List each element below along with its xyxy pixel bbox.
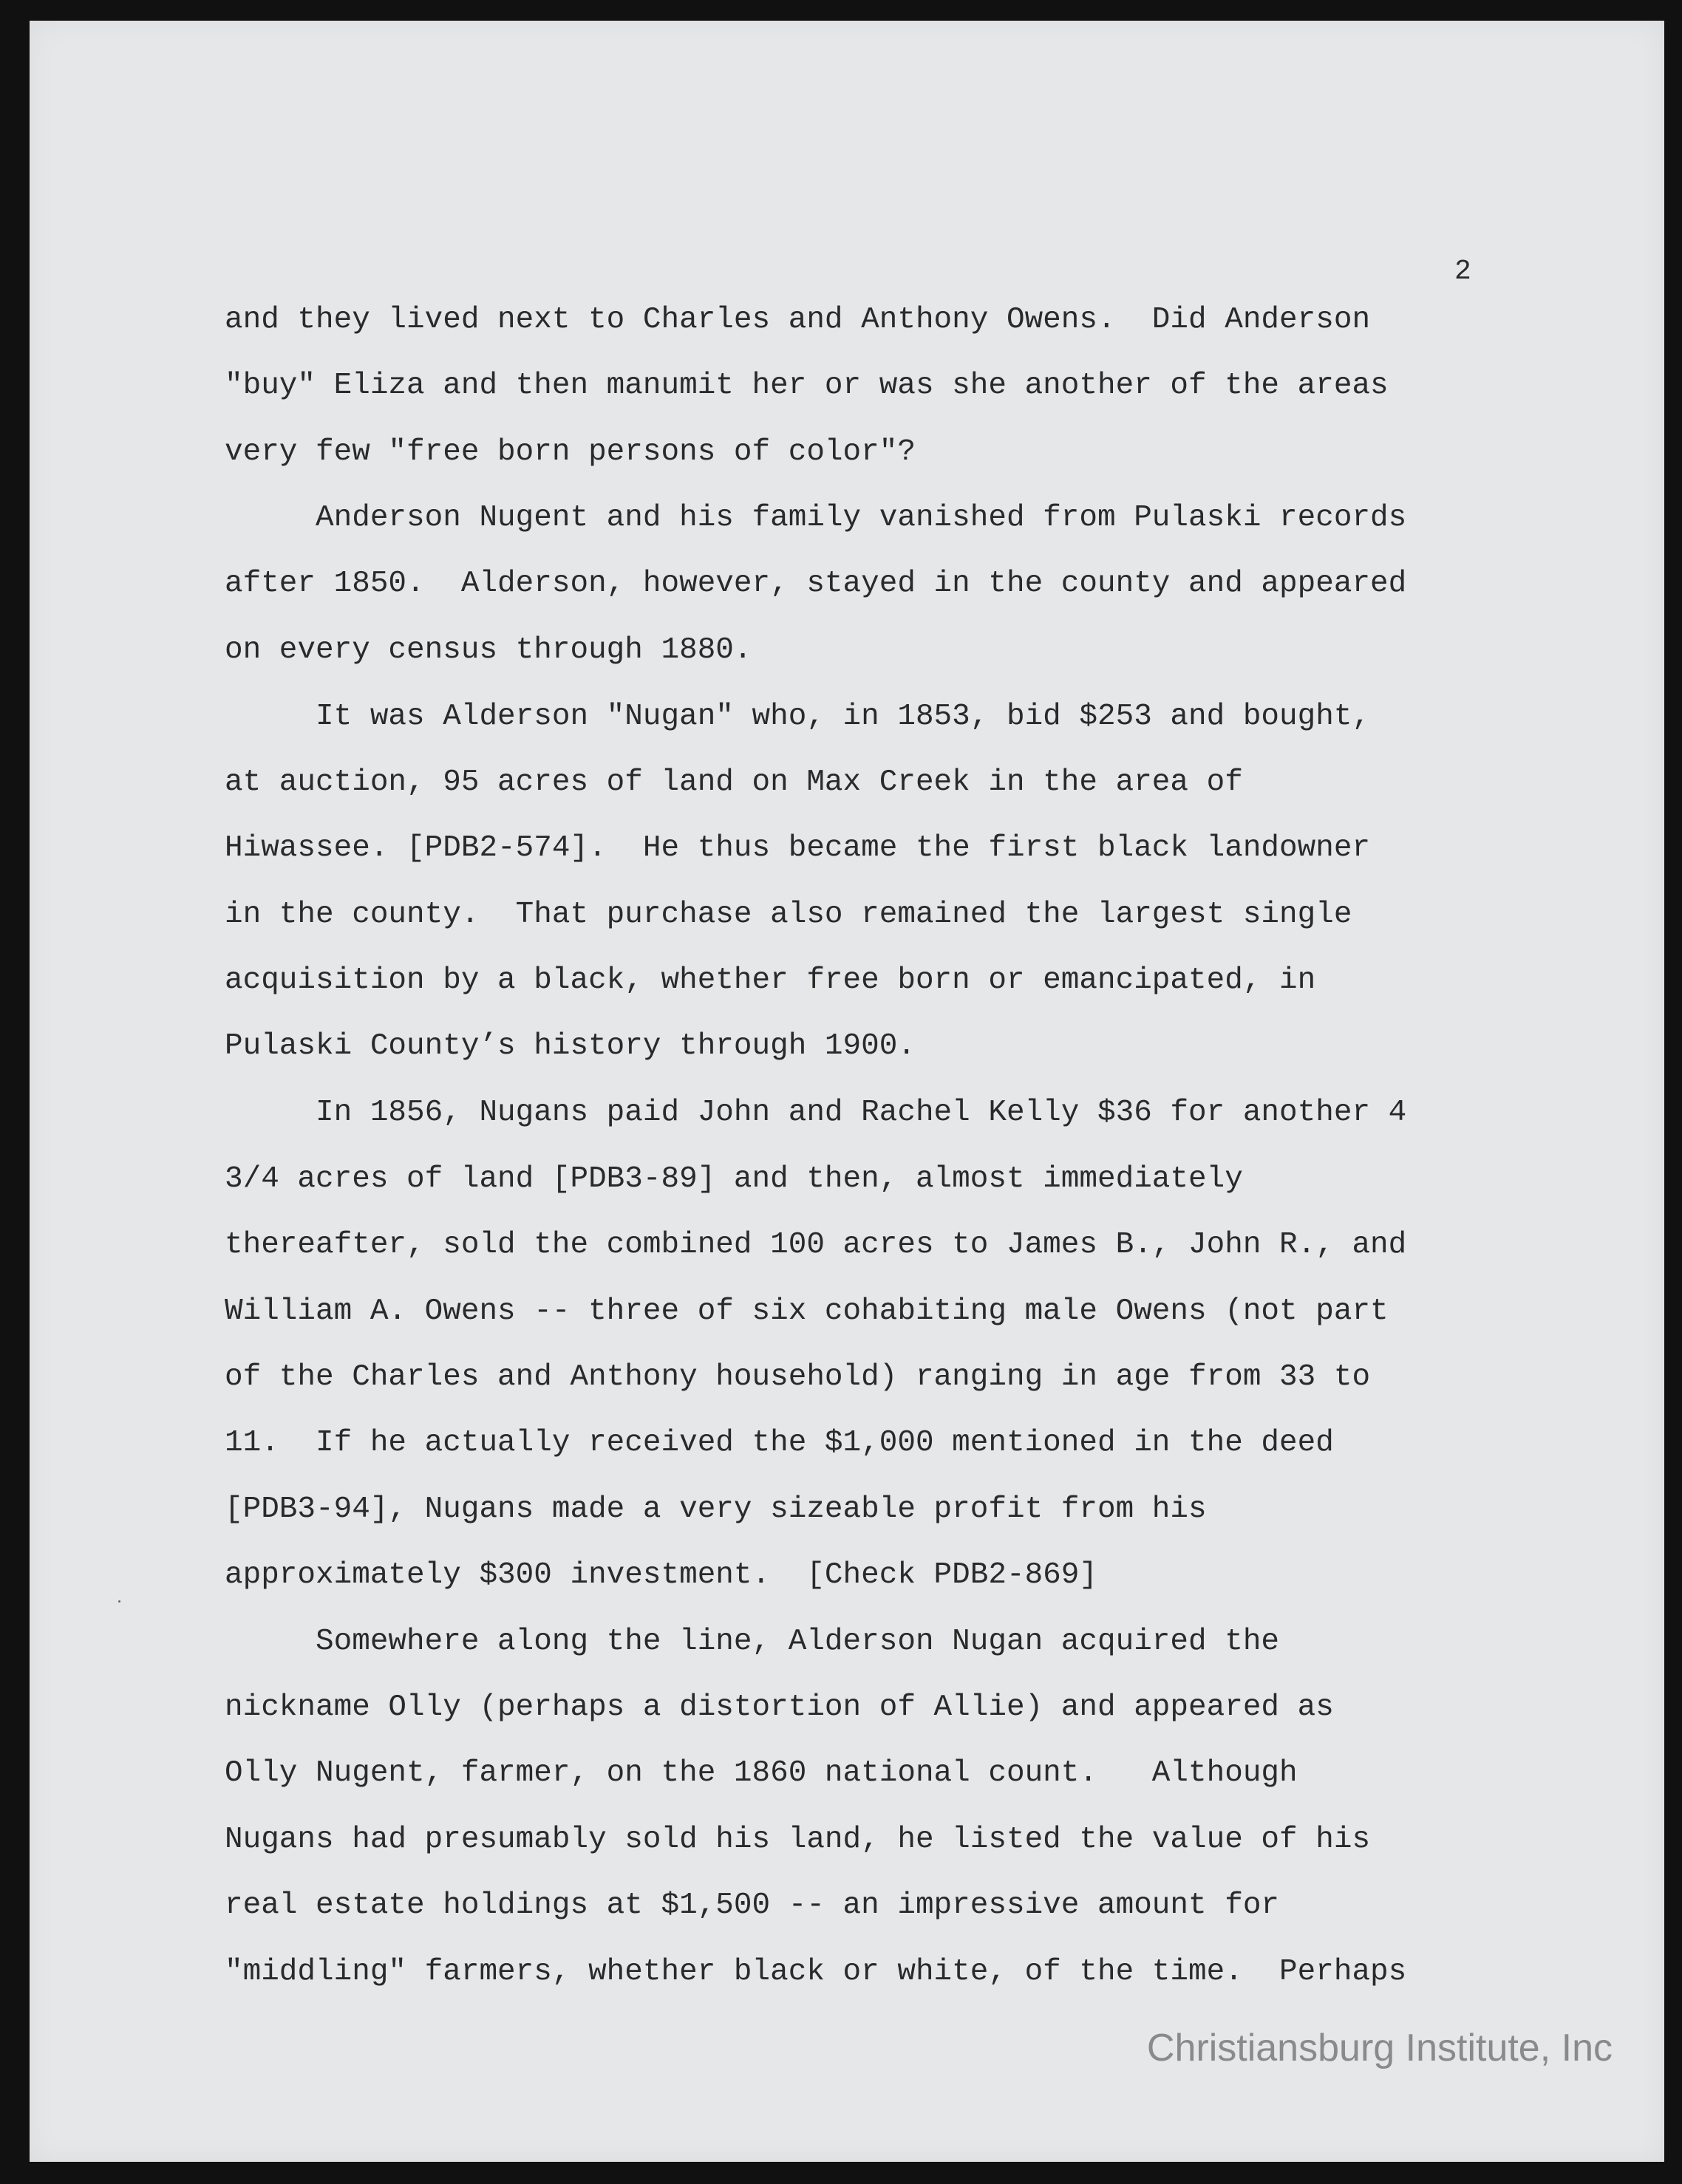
text-line: Somewhere along the line, Alderson Nugan acquired the [225,1625,1280,1659]
page-number: 2 [1454,256,1471,287]
text-line: Olly Nugent, farmer, on the 1860 national count. Although [225,1756,1298,1790]
text-line: "middling" farmers, whether black or white, of the time. Perhaps [225,1955,1407,1989]
paper-speck [118,1600,120,1603]
text-line: nickname Olly (perhaps a distortion of Allie) and appeared as [225,1690,1334,1724]
text-line: after 1850. Alderson, however, stayed in the county and appeared [225,567,1407,601]
text-line: on every census through 1880. [225,633,752,667]
watermark: Christiansburg Institute, Inc [1146,2027,1613,2069]
text-line: very few "free born persons of color"? [225,435,916,469]
text-line: In 1856, Nugans paid John and Rachel Kelly $36 for another 4 [225,1096,1407,1130]
text-line: William A. Owens -- three of six cohabiting male Owens (not part [225,1294,1389,1328]
text-line: real estate holdings at $1,500 -- an impressive amount for [225,1888,1280,1922]
text-line: It was Alderson "Nugan" who, in 1853, bid $253 and bought, [225,700,1371,734]
text-line: "buy" Eliza and then manumit her or was she another of the areas [225,369,1389,403]
document-page [30,21,1664,2162]
text-line: in the county. That purchase also remained the largest single [225,898,1352,932]
text-line: of the Charles and Anthony household) ranging in age from 33 to [225,1360,1371,1394]
text-line: thereafter, sold the combined 100 acres to James B., John R., and [225,1228,1407,1262]
text-line: acquisition by a black, whether free born or emancipated, in [225,963,1316,997]
text-line: 11. If he actually received the $1,000 mentioned in the deed [225,1426,1334,1460]
text-line: and they lived next to Charles and Anthony Owens. Did Anderson [225,303,1371,337]
text-line: at auction, 95 acres of land on Max Creek in the area of [225,765,1243,799]
text-line: 3/4 acres of land [PDB3-89] and then, almost immediately [225,1162,1243,1196]
text-line: [PDB3-94], Nugans made a very sizeable profit from his [225,1492,1207,1526]
text-line: Anderson Nugent and his family vanished from Pulaski records [225,501,1407,535]
text-line: approximately $300 investment. [Check PDB2-869] [225,1558,1097,1592]
text-line: Hiwassee. [PDB2-574]. He thus became the first black landowner [225,831,1371,865]
text-line: Pulaski County’s history through 1900. [225,1029,916,1063]
text-line: Nugans had presumably sold his land, he listed the value of his [225,1823,1371,1857]
